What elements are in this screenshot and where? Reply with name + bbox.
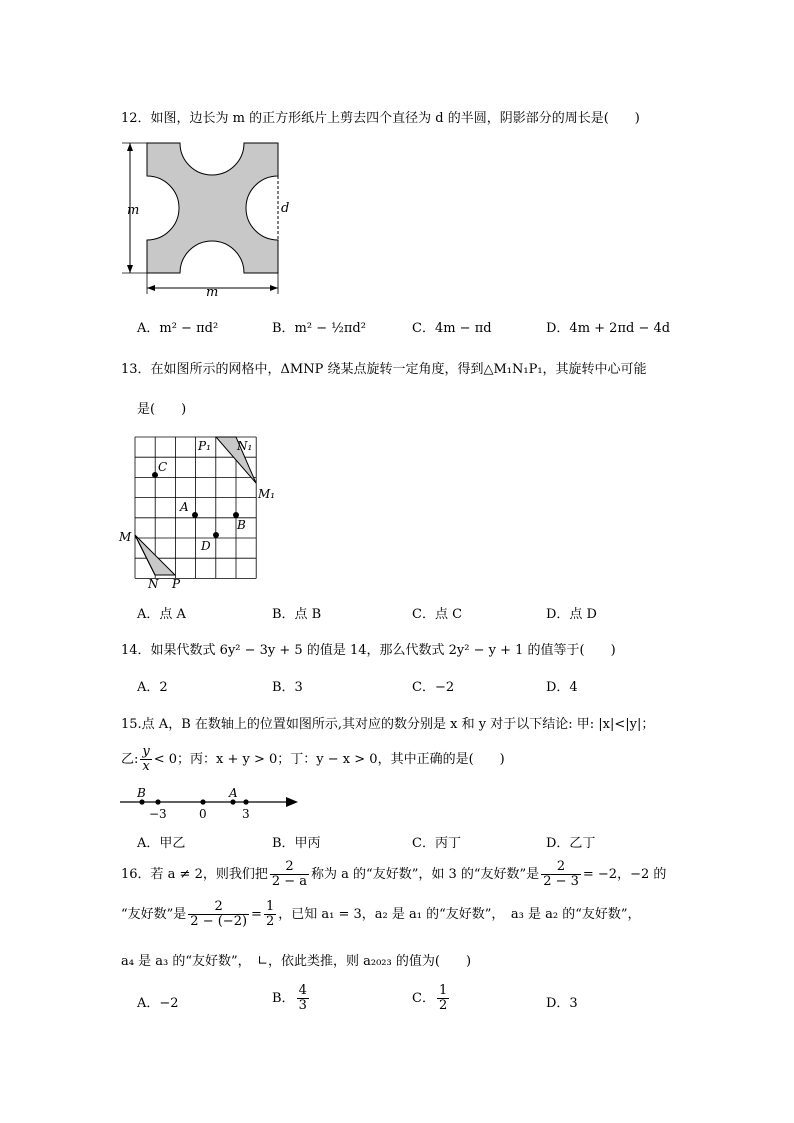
q13-option-c[interactable]: C．点 C [412,607,463,622]
q15-label-b: B [137,786,146,800]
q15-label-0: 0 [199,807,207,821]
q15-point-b [139,799,144,804]
q15-option-a[interactable]: A．甲乙 [137,836,186,851]
q16-l1-suffix: = −2，−2 的 [582,867,667,882]
q13-label-b: B [237,518,246,532]
q16-l2-frac-num: 2 [188,900,249,915]
q15-tick-0 [200,799,205,804]
q15-fraction [140,745,151,774]
q13-label-p: P [172,577,181,591]
q16-option-c-fraction [437,984,449,1013]
q12-shaded-shape [147,143,278,273]
q13-label-p1: P₁ [198,439,211,453]
q16-l1-frac-num: 2 [270,860,309,875]
q15-line2-suffix: < 0；丙：x + y > 0；丁：y − x > 0，其中正确的是( ) [153,752,505,767]
q15-stem-line2 [121,745,505,774]
q16-option-b-prefix: B． [272,991,295,1006]
q16-option-b-fraction [297,984,309,1013]
q15-option-c[interactable]: C．丙丁 [412,836,461,851]
q16-option-d[interactable]: D．3 [546,996,578,1011]
q15-frac-num: y [142,744,150,759]
q16-l1-frac2-den: 2 − 3 [543,874,579,889]
q13-label-n: N [148,577,159,591]
q13-label-c: C [158,460,168,474]
q16-l2-suffix: ，已知 a₁ = 3，a₂ 是 a₁ 的“友好数”， a₃ 是 a₂ 的“友好数”， [278,907,641,922]
q16-option-c[interactable] [412,984,451,1013]
q15-label-3: 3 [242,807,250,821]
q12-option-d[interactable]: D．4m + 2πd − 4d [546,321,671,336]
q13-option-a[interactable]: A．点 A [137,607,186,622]
q13-stem-line1: 13．在如图所示的网格中，ΔMNP 绕某点旋转一定角度，得到△M₁N₁P₁，其旋转中心可能 [121,362,647,377]
q13-label-m: M [119,530,132,544]
q15-point-a [230,799,235,804]
q14-stem: 14．如果代数式 6y² − 3y + 5 的值是 14，那么代数式 2y² − y + 1 的值等于( ) [121,643,616,658]
q12-label-d: d [281,201,290,216]
q16-line2 [121,900,640,929]
q13-stem-line2: 是( ) [137,402,187,417]
q14-option-b[interactable]: B．3 [272,680,303,695]
q15-number-line [118,783,303,823]
q12-option-b[interactable]: B．m² − ½πd² [272,321,366,336]
q16-l1-frac2-num: 2 [541,860,581,875]
q15-label-a: A [229,786,238,800]
q16-l2-fraction [188,900,249,929]
q16-l1-prefix: 16．若 a ≠ 2，则我们把 [121,867,268,882]
q16-option-a[interactable]: A．−2 [137,996,179,1011]
q12-label-m-bottom: m [206,285,219,300]
q12-option-a[interactable]: A．m² − πd² [137,321,219,336]
q16-l2-half-den: 2 [265,914,275,929]
q13-option-d[interactable]: D．点 D [546,607,597,622]
q16-option-b[interactable] [272,984,311,1013]
q15-stem-line1: 15.点 A，B 在数轴上的位置如图所示,其对应的数分别是 x 和 y 对于以下结论: 甲: |x|<|y|； [121,717,655,732]
q16-l2-frac-den: 2 − (−2) [190,914,248,929]
q16-option-c-prefix: C． [412,991,435,1006]
q16-option-c-num: 1 [438,983,448,998]
q16-line3: a₄ 是 a₃ 的“友好数”， ∟，依此类推，则 a₂₀₂₃ 的值为( ) [121,954,472,969]
q13-point-a [192,512,198,518]
q12-stem: 12．如图，边长为 m 的正方形纸片上剪去四个直径为 d 的半圆，阴影部分的周长是( ) [121,111,640,126]
q13-label-n1: N₁ [237,439,253,453]
q16-l2-equals: = [251,907,262,922]
q15-option-b[interactable]: B．甲丙 [272,836,321,851]
q15-frac-den: x [142,759,150,774]
q13-label-m1: M₁ [258,487,276,501]
q16-l2-half-num: 1 [265,899,275,914]
q16-l1-frac-den: 2 − a [271,874,308,889]
q14-option-d[interactable]: D．4 [546,680,578,695]
q13-label-a: A [180,500,189,514]
q16-line1 [121,860,666,889]
q12-figure [118,138,298,298]
q13-point-d [213,532,219,538]
q15-tick-neg3 [155,799,160,804]
q16-option-b-num: 4 [298,983,307,998]
q12-option-c[interactable]: C．4m − πd [412,321,492,336]
q16-l1-middle: 称为 a 的“友好数”，如 3 的“友好数”是 [311,867,540,882]
q13-grid-figure [115,430,276,595]
q15-label-neg3: −3 [149,807,167,821]
q14-option-c[interactable]: C．−2 [412,680,455,695]
q15-option-d[interactable]: D．乙丁 [546,836,596,851]
q12-label-m-left: m [127,203,140,218]
q15-line2-prefix: 乙: [121,752,139,767]
q15-tick-3 [243,799,248,804]
q13-label-d: D [201,539,211,553]
q16-option-c-den: 2 [438,998,448,1013]
q16-l2-prefix: “友好数”是 [121,907,187,922]
q16-l2-half [264,900,276,929]
q16-friend-fraction [270,860,309,889]
q16-example-fraction [541,860,581,889]
q16-option-b-den: 3 [298,998,307,1013]
q13-option-b[interactable]: B．点 B [272,607,322,622]
q14-option-a[interactable]: A．2 [137,680,168,695]
